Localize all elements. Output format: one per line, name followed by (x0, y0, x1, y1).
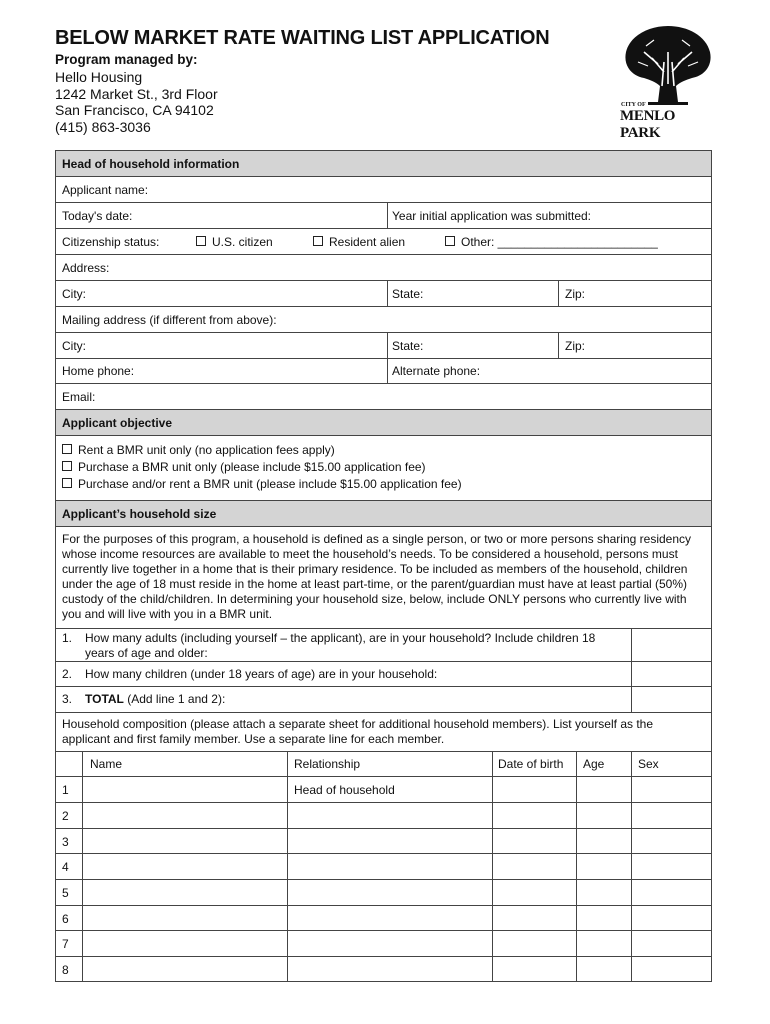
row-divider (56, 409, 711, 410)
row-divider (56, 930, 711, 931)
row-divider (56, 176, 711, 177)
column-header-dob: Date of birth (498, 757, 564, 771)
checkbox-icon (445, 236, 455, 246)
objective-both-checkbox[interactable] (62, 477, 462, 491)
zip-field[interactable]: Zip: (565, 287, 586, 301)
row-number: 4 (62, 860, 69, 874)
citizenship-option-label: U.S. citizen (212, 235, 273, 249)
column-divider (387, 280, 388, 306)
citizenship-label: Citizenship status: (62, 235, 160, 249)
column-divider (387, 202, 388, 228)
row-divider (56, 776, 711, 777)
section-heading-head-of-household: Head of household information (62, 157, 240, 171)
column-divider (558, 280, 559, 306)
question-number: 2. (62, 667, 73, 681)
composition-instructions-line2: applicant and first family member. Use a separate line for each member. (62, 732, 445, 746)
relationship-cell: Head of household (294, 783, 395, 797)
row-number: 7 (62, 937, 69, 951)
column-divider (576, 751, 577, 982)
email-field[interactable]: Email: (62, 390, 96, 404)
adults-question-line1: How many adults (including yourself – the applicant), are in your household? Include children 18 (85, 631, 596, 645)
adults-question-line2: years of age and older: (85, 646, 208, 660)
citizenship-other-checkbox[interactable] (445, 235, 658, 249)
state-field[interactable]: State: (392, 287, 424, 301)
row-divider (56, 202, 711, 203)
year-initial-field[interactable]: Year initial application was submitted: (392, 209, 592, 223)
address-field[interactable]: Address: (62, 261, 110, 275)
column-header-name: Name (90, 757, 123, 771)
citizenship-resident-checkbox[interactable] (313, 235, 405, 249)
row-number: 2 (62, 809, 69, 823)
alternate-phone-field[interactable]: Alternate phone: (392, 364, 481, 378)
mailing-zip-field[interactable]: Zip: (565, 339, 586, 353)
checkbox-icon (313, 236, 323, 246)
checkbox-icon (62, 444, 72, 454)
column-divider (287, 751, 288, 982)
column-divider (631, 751, 632, 982)
row-divider (56, 751, 711, 752)
address-line: 1242 Market St., 3rd Floor (55, 85, 218, 102)
objective-purchase-checkbox[interactable] (62, 460, 426, 474)
objective-rent-checkbox[interactable] (62, 443, 335, 457)
composition-instructions-line1: Household composition (please attach a separate sheet for additional household members). List yourself as the (62, 717, 654, 731)
household-definition-paragraph: For the purposes of this program, a household is defined as a single person, or two or more persons sharing residency whose income resources are available to meet the household’s needs. To be considered a household, persons must currently live together in a home that is their primary residence. To be included as members of the household, children under the age of 18 must reside in the home at least part-time, or the parent/guardian must have at least partial (50%) custody of the child/children. In determining your household size, below, include ONLY persons who currently live with you and will live with you in a BMR unit. (62, 532, 692, 621)
total-rest: (Add line 1 and 2): (123, 692, 226, 706)
checkbox-icon (62, 461, 72, 471)
address-line: (415) 863-3036 (55, 118, 151, 135)
column-divider (558, 332, 559, 358)
section-heading-objective: Applicant objective (62, 416, 173, 430)
city-logo (618, 22, 718, 141)
row-divider (56, 956, 711, 957)
children-count-input[interactable] (632, 662, 710, 685)
row-divider (56, 905, 711, 906)
mailing-city-field[interactable]: City: (62, 339, 86, 353)
row-number: 8 (62, 963, 69, 977)
row-divider (56, 358, 711, 359)
row-divider (56, 686, 711, 687)
mailing-state-field[interactable]: State: (392, 339, 424, 353)
row-divider (56, 661, 711, 662)
children-question: How many children (under 18 years of age) are in your household: (85, 667, 438, 681)
form-title: BELOW MARKET RATE WAITING LIST APPLICATION (55, 27, 550, 49)
row-divider (56, 500, 711, 501)
adults-count-input[interactable] (632, 629, 710, 660)
row-divider (56, 254, 711, 255)
objective-option-label: Purchase a BMR unit only (please include $15.00 application fee) (78, 460, 426, 474)
objective-option-label: Rent a BMR unit only (no application fees apply) (78, 443, 335, 457)
row-divider (56, 802, 711, 803)
row-number: 1 (62, 783, 69, 797)
row-number: 3 (62, 835, 69, 849)
total-label: TOTAL (85, 692, 124, 706)
row-divider (56, 828, 711, 829)
citizenship-option-label: Other: ________________________ (461, 235, 658, 249)
row-number: 6 (62, 912, 69, 926)
row-divider (56, 853, 711, 854)
column-header-relationship: Relationship (294, 757, 361, 771)
address-line: Hello Housing (55, 69, 143, 85)
column-divider (492, 751, 493, 982)
checkbox-icon (62, 478, 72, 488)
managed-by-label: Program managed by: (55, 52, 198, 67)
column-divider (387, 358, 388, 383)
column-divider (82, 751, 83, 982)
row-divider (56, 435, 711, 436)
row-divider (56, 712, 711, 713)
row-divider (56, 228, 711, 229)
citizenship-option-label: Resident alien (329, 235, 406, 249)
applicant-name-field[interactable]: Applicant name: (62, 183, 149, 197)
objective-option-label: Purchase and/or rent a BMR unit (please include $15.00 application fee) (78, 477, 462, 491)
tree-icon (618, 22, 718, 110)
address-line: San Francisco, CA 94102 (55, 102, 214, 118)
city-field[interactable]: City: (62, 287, 86, 301)
column-divider (387, 332, 388, 358)
row-number: 5 (62, 886, 69, 900)
column-header-sex: Sex (638, 757, 659, 771)
logo-city-of: CITY OF (621, 102, 646, 108)
checkbox-icon (196, 236, 206, 246)
section-heading-household-size: Applicant’s household size (62, 507, 217, 521)
row-divider (56, 526, 711, 527)
logo-menlo-park: MENLO PARK (620, 108, 676, 141)
row-divider (56, 306, 711, 307)
question-number: 3. (62, 692, 73, 706)
citizenship-us-checkbox[interactable] (196, 235, 273, 249)
application-form (55, 150, 712, 982)
todays-date-field[interactable]: Today's date: (62, 209, 133, 223)
question-number: 1. (62, 631, 73, 645)
row-divider (56, 879, 711, 880)
total-question (85, 692, 225, 706)
row-divider (56, 332, 711, 333)
column-header-age: Age (583, 757, 605, 771)
home-phone-field[interactable]: Home phone: (62, 364, 135, 378)
row-divider (56, 280, 711, 281)
row-divider (56, 628, 711, 629)
total-count-input[interactable] (632, 687, 710, 711)
mailing-address-field[interactable]: Mailing address (if different from above): (62, 313, 277, 327)
row-divider (56, 383, 711, 384)
